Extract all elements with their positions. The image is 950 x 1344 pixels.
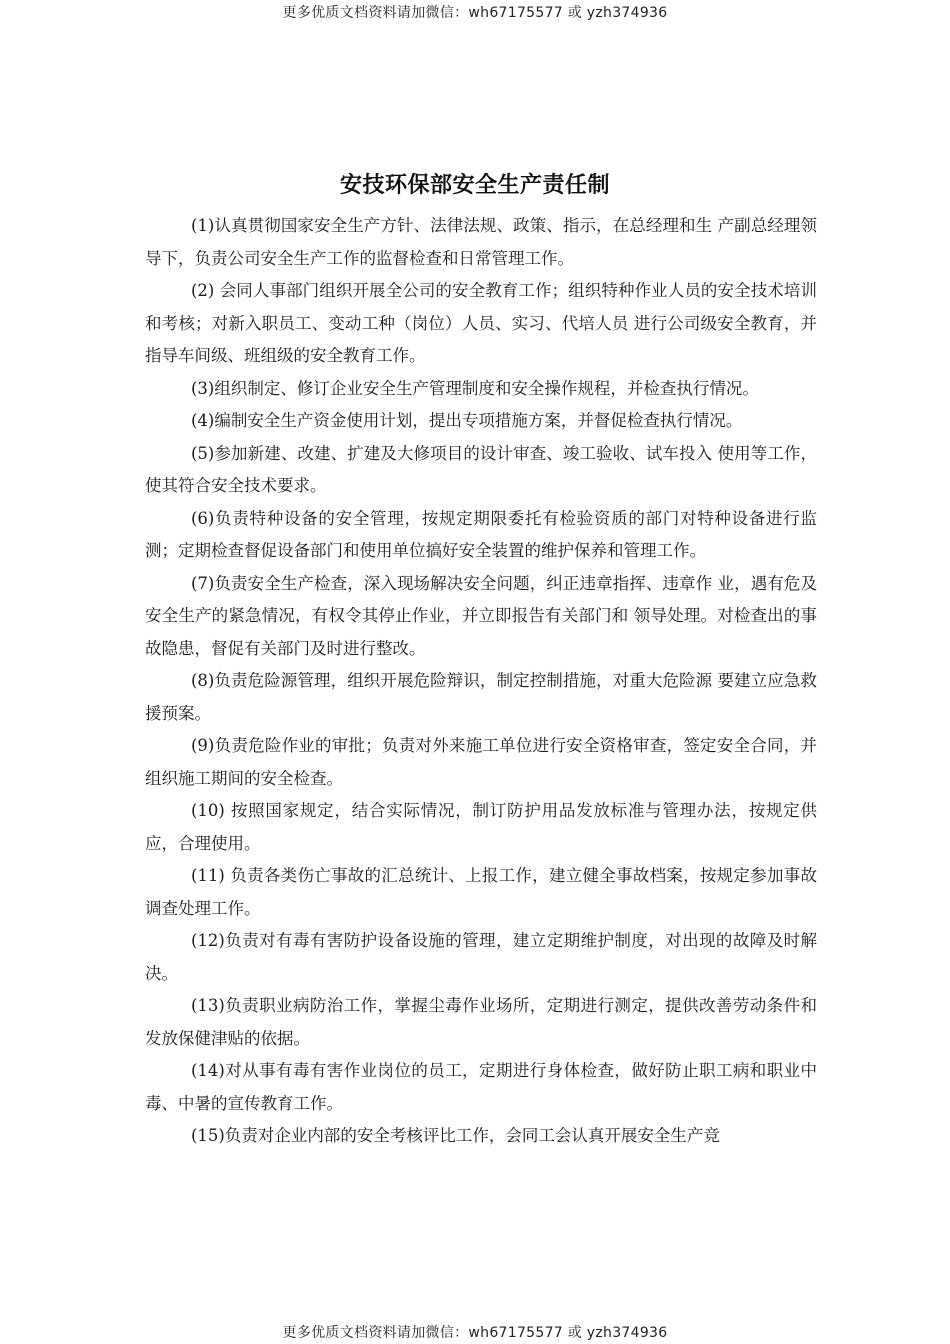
- responsibility-paragraph-15: (15)负责对企业内部的安全考核评比工作，会同工会认真开展安全生产竞: [191, 1126, 720, 1145]
- footer-contact-note: 更多优质文档资料请加微信：wh67175577 或 yzh374936: [282, 1325, 668, 1341]
- responsibility-paragraph-9: (9)负责危险作业的审批；负责对外来施工单位进行安全资格审查，签定安全合同，并组织施工期间的安全检查。: [145, 736, 817, 788]
- responsibility-paragraph-7: (7)负责安全生产检查，深入现场解决安全问题，纠正违章指挥、违章作 业，遇有危及安全生产的紧急情况，有权令其停止作业，并立即报告有关部门和 领导处理。对检查出的事故隐患，督促有关部门及时进行整改。: [145, 573, 817, 658]
- document-body: [145, 210, 817, 1153]
- responsibility-paragraph-8: (8)负责危险源管理，组织开展危险辩识，制定控制措施，对重大危险源 要建立应急救援预案。: [145, 671, 817, 723]
- responsibility-paragraph-13: (13)负责职业病防治工作，掌握尘毒作业场所，定期进行测定，提供改善劳动条件和发放保健津贴的依据。: [145, 996, 817, 1048]
- responsibility-paragraph-14: (14)对从事有毒有害作业岗位的员工，定期进行身体检查，做好防止职工病和职业中毒、中暑的宣传教育工作。: [145, 1061, 817, 1113]
- responsibility-paragraph-6: (6)负责特种设备的安全管理，按规定期限委托有检验资质的部门对特种设备进行监测；定期检查督促设备部门和使用单位搞好安全装置的维护保养和管理工作。: [145, 508, 817, 560]
- responsibility-paragraph-2: (2) 会同人事部门组织开展全公司的安全教育工作；组织特种作业人员的安全技术培训和考核；对新入职员工、变动工种（岗位）人员、实习、代培人员 进行公司级安全教育，并指导车间级、班组级的安全教育工作。: [145, 281, 817, 365]
- responsibility-paragraph-11: (11) 负责各类伤亡事故的汇总统计、上报工作，建立健全事故档案，按规定参加事故调查处理工作。: [145, 866, 817, 918]
- document-title: 安技环保部安全生产责任制: [339, 173, 610, 198]
- responsibility-paragraph-1: (1)认真贯彻国家安全生产方针、法律法规、政策、指示，在总经理和生 产副总经理领导下，负责公司安全生产工作的监督检查和日常管理工作。: [145, 216, 817, 268]
- responsibility-paragraph-12: (12)负责对有毒有害防护设备设施的管理，建立定期维护制度，对出现的故障及时解决。: [145, 931, 817, 983]
- responsibility-paragraph-4: (4)编制安全生产资金使用计划，提出专项措施方案，并督促检查执行情况。: [191, 411, 743, 430]
- responsibility-paragraph-5: (5)参加新建、改建、扩建及大修项目的设计审查、竣工验收、试车投入 使用等工作，使其符合安全技术要求。: [145, 443, 817, 495]
- responsibility-paragraph-3: (3)组织制定、修订企业安全生产管理制度和安全操作规程，并检查执行情况。: [191, 378, 759, 398]
- responsibility-paragraph-10: (10) 按照国家规定，结合实际情况，制订防护用品发放标准与管理办法，按规定供应，合理使用。: [145, 801, 817, 853]
- header-contact-note: 更多优质文档资料请加微信：wh67175577 或 yzh374936: [282, 5, 668, 21]
